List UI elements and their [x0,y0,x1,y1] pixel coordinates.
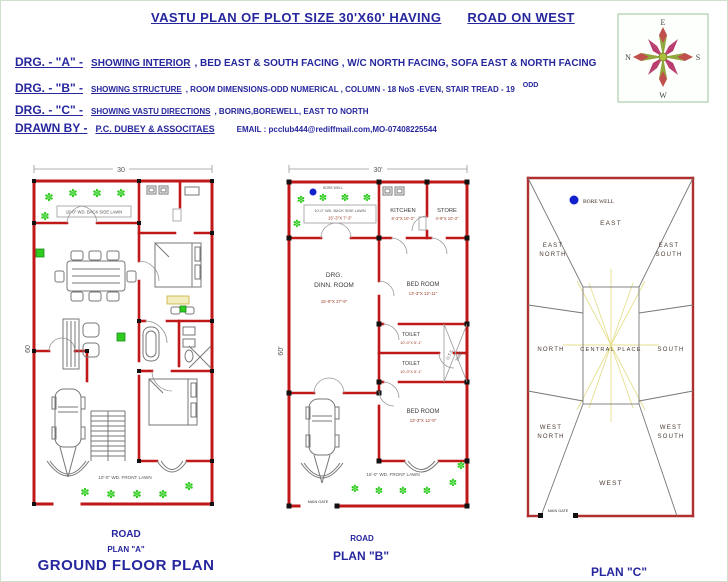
plan-a-columns [32,179,214,506]
plan-b-front-lawn-label: 15'-0" WD. FRONT LAWN [366,472,420,477]
plant-star-icon: ✽ [68,188,78,200]
sector-east-south-2: SOUTH [655,252,683,258]
plan-b-toilet2-dim: 10'-0"X 5'-1" [400,369,422,374]
note-drawn-by [15,119,437,137]
plan-b-main-gate-label: MAIN GATE [307,500,329,504]
plan-a-dim-top: 30 [117,167,125,174]
plan-b-toilet2-label: TOILET [401,361,421,367]
plant-star-icon: ✽ [158,489,168,501]
plan-a-plants [36,249,186,341]
plant-star-icon: ✽ [340,193,350,204]
plan-b-back-lawn-label2: 15'-3"X 7'-3" [327,215,353,221]
plant-star-icon: ✽ [132,489,142,501]
plant-star-icon: ✽ [116,188,126,200]
plan-b-ots-label: O.T.S. [444,348,455,361]
compass-rose-icon [617,13,709,103]
plan-b-bore-well-label: BORE WELL [323,186,343,190]
plan-b-walls [289,182,467,506]
plan-b-door-arcs [314,216,454,406]
plan-b-kitchen-label: KITCHEN [390,208,416,214]
plan-b-drg-dim: 15'-9"X 27'-9" [320,299,348,304]
plant-star-icon: ✽ [398,486,408,497]
plan-b-drg-label2: DINN. ROOM [314,282,354,289]
plant-star-icon: ✽ [362,193,372,204]
plant-star-icon: ✽ [292,219,302,230]
plant-star-icon: ✽ [184,481,194,493]
plant-star-icon: ✽ [92,188,102,200]
plan-a-name: PLAN "A" [107,545,145,554]
plan-b-drg-label1: DRG. [325,272,343,279]
sector-west-north-1: WEST [539,425,563,431]
compass-south-label: S [695,53,701,62]
plan-b-bed1-dim: 13'-3"X 12'-11" [408,291,438,296]
drawn-by-label: DRAWN BY - [15,121,88,135]
note-b-label: DRG. - "B" - [15,81,84,95]
sector-north: NORTH [537,347,565,353]
note-c-rest: , BORING,BOREWELL, EAST TO NORTH [214,107,369,116]
drawn-by-name: P.C. DUBEY & ASSOCITAES [95,124,215,134]
plan-a-drawing [25,159,217,513]
plan-b-toilet1-dim: 10'-0"X 5'-1" [400,340,422,345]
plan-b-dim-left: 60' [278,346,285,356]
plan-b-back-lawn-label1: 10'-0" WD. BACK SIDE LAWN [314,209,366,213]
title-part2: ROAD ON WEST [467,10,575,25]
plant-star-icon: ✽ [106,489,116,501]
plan-c-bore-well-label: BORE WELL [583,199,615,205]
plan-b-toilet1-label: TOILET [401,332,421,338]
sector-central-place: CENTRAL PLACE [580,347,642,353]
plan-b-bore-well-dot [310,189,317,196]
sector-west-south-1: WEST [659,425,683,431]
sector-west-north-2: NORTH [537,434,565,440]
plan-c-name: PLAN "C" [590,565,648,579]
note-drg-a [15,53,596,71]
plan-b-kitchen-dim: 8'-3"X 10'-3" [391,216,415,221]
plan-b-dim-top: 30' [373,167,383,174]
plan-b-tank-label: TANK [454,350,464,363]
note-b-odd: ODD [522,82,539,89]
note-b-rest: , ROOM DIMENSIONS-ODD NUMERICAL , COLUMN - 18 NoS -EVEN, STAIR TREAD - 19 [185,85,515,94]
plan-b-bed2-dim: 13'-3"X 12'-9" [409,418,437,423]
plant-star-icon: ✽ [80,487,90,499]
plant-star-icon: ✽ [40,211,50,223]
plan-c-main-gate-label: MAIN GATE [547,509,569,513]
sector-west-south-2: SOUTH [657,434,685,440]
plan-a-furniture [47,186,211,477]
plan-c-gate-post [573,513,578,518]
note-a-label: DRG. - "A" - [15,55,84,69]
sector-east: EAST [600,220,622,227]
plant-star-icon: ✽ [350,484,360,495]
note-drg-b [15,79,538,97]
plan-b-drawing [277,159,483,515]
drawn-by-email: EMAIL : pcclub444@rediffmail.com,MO-07408225544 [236,125,437,134]
plant-star-icon: ✽ [318,193,328,204]
plan-a-front-lawn-label: 10'-0" WD. FRONT LAWN [98,475,152,480]
plant-star-icon: ✽ [448,478,458,489]
plan-a-subtitle: GROUND FLOOR PLAN [37,557,215,574]
sector-south: SOUTH [657,347,685,353]
plan-c-energy-lines [563,269,659,422]
plan-c-gate-post [538,513,543,518]
title-part1: VASTU PLAN OF PLOT SIZE 30'X60' HAVING [151,10,442,25]
plan-c-bore-well-dot [570,196,579,205]
plan-a-dim-left: 60 [25,345,32,353]
note-c-label: DRG. - "C" - [15,103,84,117]
note-b-phrase: SHOWING STRUCTURE [91,85,182,94]
plan-a-road-label: ROAD [111,529,141,540]
plan-b-bed2-label: BED ROOM [406,409,440,415]
plan-c-drawing [517,163,723,523]
plant-star-icon: ✽ [296,195,306,206]
plan-b-store-label: STORE [437,208,457,214]
plan-b-bed1-label: BED ROOM [406,282,440,288]
plan-a-back-lawn-label: 10'-0" WD. BACK SIDE LAWN [65,209,123,215]
page-title [151,10,575,25]
note-c-phrase: SHOWING VASTU DIRECTIONS [91,107,211,116]
plant-star-icon: ✽ [374,486,384,497]
plant-star-icon: ✽ [456,461,466,472]
compass-west-label: W [659,91,667,100]
note-a-phrase: SHOWING INTERIOR [91,58,191,69]
sector-east-south-1: EAST [658,243,680,249]
plan-a-yellow-mat [167,296,189,304]
plant-star-icon: ✽ [422,486,432,497]
plan-b-name: PLAN "B" [332,549,390,563]
plan-b-road-label: ROAD [350,534,374,543]
plan-b-store-dim: 4'-9"X 10'-3" [435,216,459,221]
note-a-rest: , BED EAST & SOUTH FACING , W/C NORTH FACING, SOFA EAST & NORTH FACING [194,58,597,69]
sector-east-north-1: EAST [542,243,564,249]
plant-star-icon: ✽ [44,192,54,204]
sector-west: WEST [599,480,623,487]
sector-east-north-2: NORTH [539,252,567,258]
compass-east-label: E [660,18,666,27]
compass-north-label: N [625,53,631,62]
note-drg-c [15,101,369,119]
